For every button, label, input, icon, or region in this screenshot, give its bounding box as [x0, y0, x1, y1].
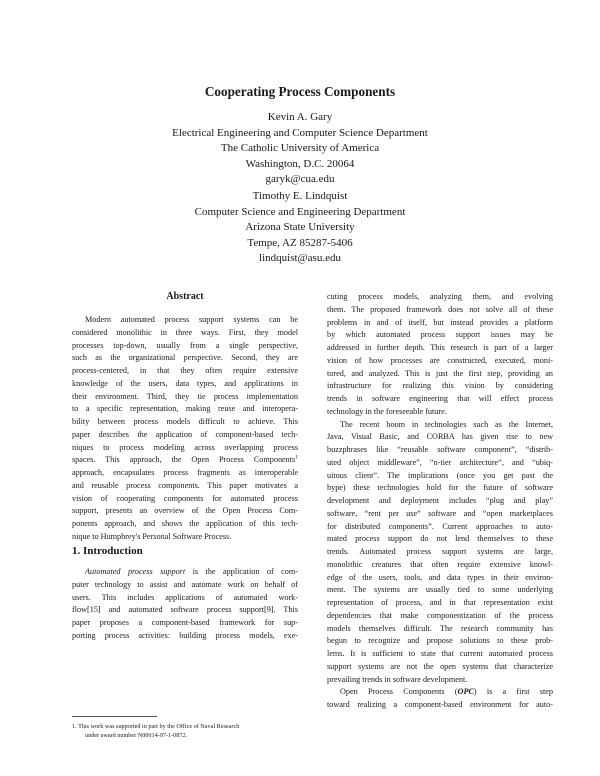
author-name: Kevin A. Gary: [267, 111, 333, 123]
abstract-body: [72, 314, 298, 544]
footnote-marker: 1: [295, 454, 298, 461]
intro-line: porting process activities: building process models, exe-: [72, 630, 298, 640]
author-department: Electrical Engineering and Computer Science Department: [172, 126, 428, 139]
introduction-body: [72, 566, 298, 643]
author-block-1: [0, 110, 600, 188]
body-line: uitous client”. The implications (once you get past the: [327, 470, 553, 480]
author-institution: The Catholic University of America: [220, 142, 380, 154]
opc-acronym: OPC: [457, 687, 474, 697]
abstract-line: knowledge of the users, data types, and applications in: [72, 378, 298, 388]
abstract-line: nique to Humphrey's Personal Software Process.: [72, 531, 232, 541]
body-line: begun to recognize and propose solutions to these prob-: [327, 636, 553, 646]
body-line: trends in software engineering that will effect process: [327, 394, 553, 403]
abstract-line: bility between process models difficult to achieve. This: [72, 417, 298, 426]
body-line: addressed in further depth. This research is part of a larger: [327, 343, 553, 352]
abstract-heading: Abstract: [166, 291, 204, 302]
body-line: buzzphrases like “reusable software component”, “distrib-: [327, 445, 553, 454]
abstract-line: processes top-down, usually from a single perspective,: [72, 340, 298, 350]
body-line: ment. The systems are usually tied to some underlying: [327, 585, 553, 595]
body-line: support systems are not the open systems that characterize: [327, 661, 553, 671]
body-line: by which automated process support issues may be: [327, 330, 553, 340]
author-location: Washington, D.C. 20064: [245, 157, 355, 170]
body-line: cuting process models, analyzing them, and evolving: [327, 292, 553, 301]
footnote-line: under award number N00014-97-1-0872.: [85, 732, 188, 739]
opc-intro-line: [327, 686, 553, 699]
body-line: edge of the users, tools, and data types in their environ-: [327, 572, 553, 582]
author-department: Computer Science and Engineering Department: [194, 205, 406, 218]
abstract-line-text: spaces. This approach, the Open Process Components: [72, 455, 296, 465]
intro-line: flow[15] and automated software process support[9]. This: [72, 605, 298, 615]
opc-text-start: Open Process Components (: [340, 687, 458, 697]
opc-text-rest: ) is a first step: [473, 687, 553, 697]
intro-first-line: [72, 566, 298, 579]
abstract-line: ponents approach, and shows the application of this tech-: [72, 519, 298, 528]
abstract-line: process-centered, in that they often require extensive: [72, 366, 298, 375]
body-line: trends. Automated process support systems are large,: [327, 547, 553, 556]
body-line: software, “rent per use” software and “open marketplaces: [327, 508, 553, 518]
abstract-line: paper describes the application of component-based tech-: [72, 429, 298, 439]
abstract-line: to a specific representation, making reuse and interopera-: [72, 404, 298, 414]
body-line: hype) these technologies hold for the future of software: [327, 483, 553, 493]
abstract-line: such as the organizational perspective. Second, they are: [72, 353, 298, 363]
footnote: [72, 722, 298, 740]
body-line: monolithic creatures that often require extensive knowl-: [327, 559, 553, 569]
body-line: development and deployment includes “plug and play”: [327, 496, 553, 505]
abstract-line: vision of cooperating components for automated process: [72, 493, 298, 503]
abstract-line: approach, encapsulates process fragments as interoperable: [72, 468, 298, 477]
abstract-line: niques to process modeling across overlapping process: [72, 442, 298, 452]
abstract-line: support, presents an overview of the Open Process Com-: [72, 506, 298, 516]
body-line: problems in and of itself, but instead provides a platform: [327, 317, 553, 327]
intro-line: paper proposes a component-based framework for sup-: [72, 618, 298, 627]
intro-line: puter technology to assist and automate work on behalf of: [72, 579, 298, 589]
section-heading-introduction: 1. Introduction: [72, 545, 143, 557]
author-email: garyk@cua.edu: [265, 173, 335, 185]
footnote-line: 1. This work was supported in part by the Office of Naval Research: [72, 723, 240, 730]
body-line: tored, and analyzed. This is just the first step, providing an: [327, 368, 553, 378]
paper-title: Cooperating Process Components: [204, 84, 396, 99]
body-line: prevailing trends in software development.: [327, 674, 468, 684]
abstract-line: Modern automated process support systems can be: [85, 315, 298, 324]
body-line: models themselves difficult. The research community has: [327, 623, 553, 633]
body-line: dependencies that make componentization of the process: [327, 610, 553, 620]
body-line: Java, Visual Basic, and CORBA has given rise to new: [327, 432, 553, 442]
abstract-line-footnote: [72, 454, 298, 467]
body-line: The recent boom in technologies such as the Internet,: [340, 419, 553, 429]
footnote-divider: [72, 716, 157, 717]
body-line: toward realizing a component-based environment for auto-: [327, 700, 553, 709]
author-email: lindquist@asu.edu: [259, 252, 341, 264]
author-name: Timothy E. Lindquist: [252, 190, 348, 202]
author-location: Tempe, AZ 85287-5406: [247, 236, 353, 249]
intro-first-line-rest: is the application of com-: [185, 567, 298, 576]
author-institution: Arizona State University: [245, 221, 355, 233]
body-line: infrastructure for realizing this vision by considering: [327, 381, 553, 391]
body-line: technology in the foreseeable future.: [327, 406, 447, 416]
body-line: lems. It is sufficient to state that current automated process: [327, 649, 553, 658]
author-block-2: [0, 189, 600, 267]
body-line: vision of how processes are constructed, executed, moni-: [327, 355, 553, 365]
body-line: them. The proposed framework does not solve all of these: [327, 304, 553, 314]
body-line: for distributed components”. Current approaches to auto-: [327, 521, 553, 531]
intro-term: Automated process support: [85, 567, 186, 576]
body-line: mated process support do not lend themselves to these: [327, 534, 553, 544]
body-line: representation of process, and in that representation exist: [327, 598, 553, 607]
right-column: [327, 291, 553, 712]
abstract-line: and reusable process components. This paper motivates a: [72, 480, 298, 490]
body-line: uted object middleware”, “n-tier architecture”, and “ubiq-: [327, 457, 553, 467]
abstract-line: their environment. Third, they tie process implementation: [72, 391, 298, 401]
intro-line: users. This includes applications of automated work-: [72, 592, 298, 602]
abstract-line: considered monolithic in three ways. First, they model: [72, 327, 298, 337]
